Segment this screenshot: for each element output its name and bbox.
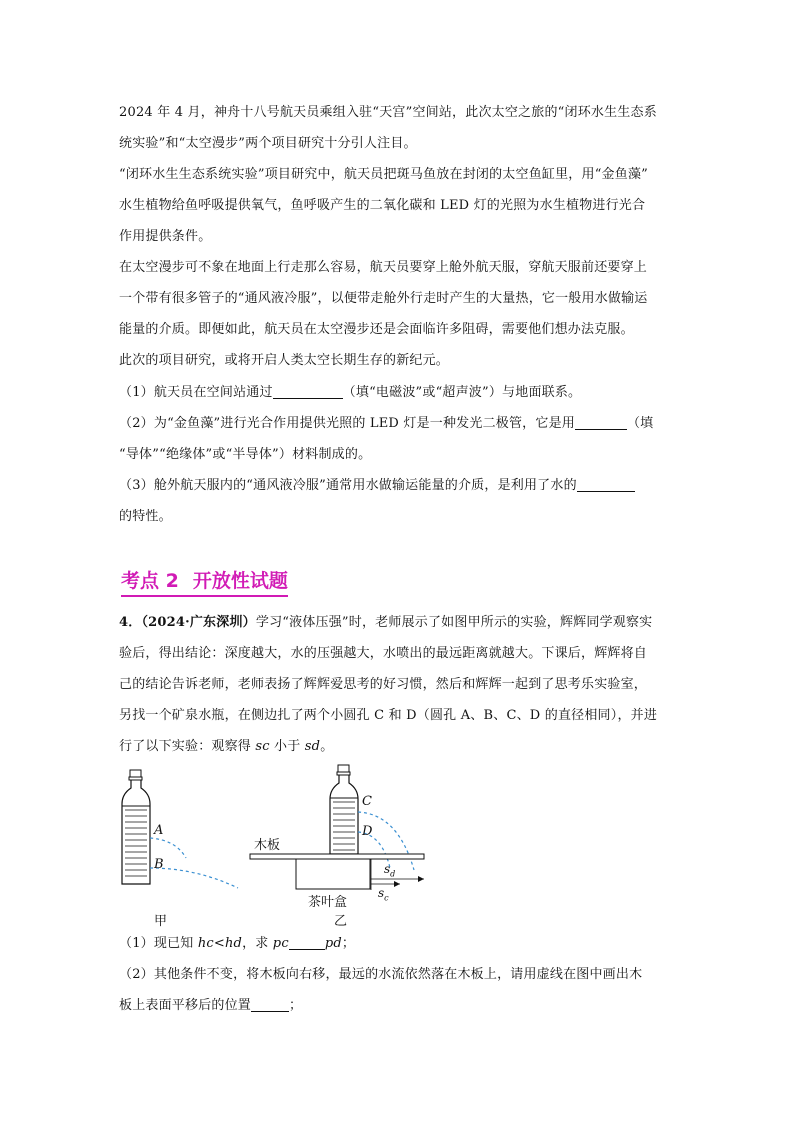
answer-blank-3[interactable] (577, 477, 635, 492)
subquestion-2-line2: 板上表面平移后的位置 ； (119, 998, 303, 1013)
wood-board (250, 854, 424, 859)
question-2-text: （2）为“金鱼藻”进行光合作用提供光照的 LED 灯是一种发光二极管，它是用 (119, 416, 575, 431)
intro-line: 统实验”和“太空漫步”两个项目研究十分引人注目。 (119, 136, 417, 151)
question-list (119, 377, 679, 532)
bottle-jia (122, 770, 238, 888)
intro-line: 一个带有很多管子的“通风液冷服”，以便带走舱外行走时产生的大量热，它一般用水做输运 (119, 291, 648, 306)
question-1-text: （1）航天员在空间站通过 (119, 385, 273, 400)
problem-4-text: 行了以下实验：观察得 (119, 739, 256, 754)
section-title-text: 开放性试题 (192, 570, 288, 592)
subquestion-2: （2）其他条件不变，将木板向右移，最远的水流依然落在木板上，请用虚线在图中画出木 (119, 967, 643, 982)
question-1-text-end: （填“电磁波”或“超声波”）与地面联系。 (342, 385, 582, 400)
question-2-text-end: （填 (626, 416, 654, 431)
caption-jia: 甲 (154, 914, 168, 929)
board-label: 木板 (254, 838, 281, 853)
label-a: A (154, 823, 164, 838)
problem-4-line (119, 607, 679, 638)
intro-line: 在太空漫步可不象在地面上行走那么容易，航天员要穿上舱外航天服，穿航天服前还要穿上 (119, 260, 648, 275)
question-3-line2: 的特性。 (119, 509, 172, 524)
question-3 (119, 470, 679, 501)
intro-line: 2024 年 4 月，神舟十八号航天员乘组入驻“天宫”空间站，此次太空之旅的“闭环水生生态系 (119, 105, 657, 120)
subquestion-1: （1）现已知 hc<hd，求 pc pd； (119, 936, 356, 951)
problem-source: （2024·广东深圳） (141, 615, 256, 630)
answer-blank-4[interactable] (289, 935, 325, 950)
box-label: 茶叶盒 (308, 895, 348, 910)
intro-line: 此次的项目研究，或将开启人类太空长期生存的新纪元。 (119, 353, 450, 368)
var-pd: pd (324, 936, 342, 951)
label-d: D (362, 824, 373, 839)
problem-number: 4． (119, 615, 142, 630)
question-2 (119, 408, 679, 439)
problem-4-line: 另找一个矿泉水瓶，在侧边扎了两个小圆孔 C 和 D（圆孔 A、B、C、D 的直径相同），并进 (119, 708, 658, 723)
intro-line: 作用提供条件。 (119, 229, 212, 244)
problem-4 (119, 607, 679, 762)
experiment-figure (116, 760, 446, 930)
intro-line: “闭环水生生态系统实验”项目研究中，航天员把斑马鱼放在封闭的太空鱼缸里，用“金鱼藻” (119, 167, 648, 182)
question-2-line2: “导体”“绝缘体”或“半导体”）材料制成的。 (119, 447, 372, 462)
problem-4-line (119, 731, 679, 762)
intro-line: 能量的介质。即便如此，航天员在太空漫步还是会面临许多阻碍，需要他们想办法克服。 (119, 322, 634, 337)
problem-4-text: 学习“液体压强”时，老师展示了如图甲所示的实验，辉辉同学观察实 (255, 615, 653, 630)
sd-label: $s_d$ (384, 862, 396, 879)
question-1 (119, 377, 679, 408)
section-label: 考点 2 (121, 570, 179, 592)
var-pc: pc (272, 936, 289, 951)
answer-blank-5[interactable] (251, 997, 289, 1012)
question-3-text: （3）舱外航天服内的“通风液冷服”通常用水做输运能量的介质，是利用了水的 (119, 478, 577, 493)
intro-line: 水生植物给鱼呼吸提供氧气，鱼呼吸产生的二氧化碳和 LED 灯的光照为水生植物进行光合 (119, 198, 646, 213)
var-sc: sc (255, 739, 270, 754)
problem-4-subquestions (119, 928, 679, 1021)
problem-4-line: 验后，得出结论：深度越大，水的压强越大，水喷出的最远距离就越大。下课后，辉辉将自 (119, 646, 648, 661)
label-b: B (154, 857, 164, 872)
tea-box (296, 859, 370, 889)
problem-4-line: 己的结论告诉老师，老师表扬了辉辉爱思考的好习惯，然后和辉辉一起到了思考乐实验室， (119, 677, 648, 692)
problem-4-text: 小于 (269, 739, 305, 754)
section-heading (121, 568, 288, 597)
answer-blank-2[interactable] (575, 415, 627, 430)
caption-yi: 乙 (334, 914, 348, 929)
intro-passage (119, 97, 679, 376)
problem-4-text: 。 (320, 739, 334, 754)
experiment-diagram (116, 760, 446, 930)
sc-label: $s_c$ (378, 886, 389, 903)
answer-blank-1[interactable] (273, 384, 343, 399)
label-c: C (362, 794, 372, 809)
var-sd: sd (304, 739, 321, 754)
var-hc-hd: hc<hd (197, 936, 243, 951)
